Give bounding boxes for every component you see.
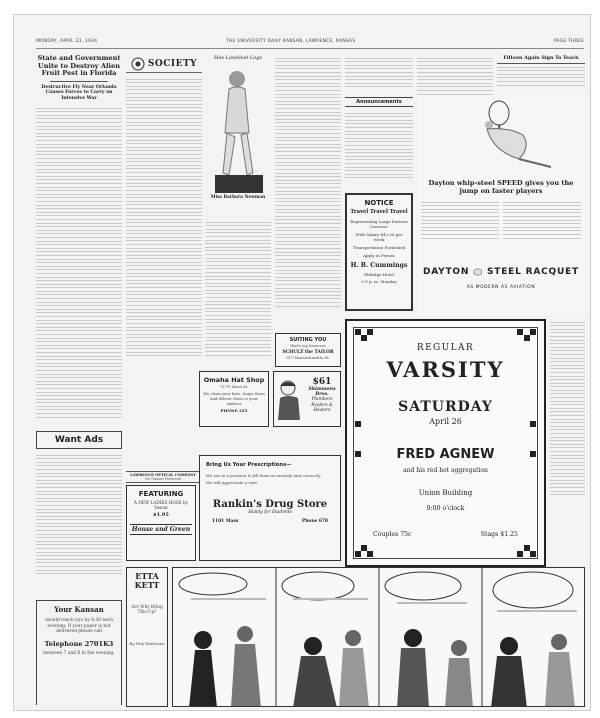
want-ads-list	[36, 452, 122, 592]
comic-title-box	[126, 567, 168, 707]
notice-title: NOTICE	[364, 199, 394, 207]
varsity-dance-ad	[345, 319, 546, 567]
comic-strip	[172, 567, 585, 707]
comic-title: ETTA KETT	[134, 571, 160, 590]
tennis-player-icon	[441, 97, 561, 177]
header-masthead: THE UNIVERSITY DAILY KANSAN, LAWRENCE, KANSAS	[226, 39, 356, 44]
want-ads-banner	[36, 431, 122, 449]
dayton-tagline: AS MODERN AS AVIATION	[466, 285, 536, 290]
notice-line1: Representing Large Eastern Concern.	[350, 219, 408, 229]
featuring-price: $1.95	[153, 512, 169, 519]
featuring-title: FEATURING	[138, 490, 184, 498]
shimmons-bros-ad	[273, 371, 341, 427]
hat-shop-phone: PHONE 255	[220, 408, 248, 413]
featuring-hose-ad	[126, 485, 196, 561]
featuring-store: House and Green	[131, 526, 191, 534]
rankin-sub2: We will appreciate a visit	[206, 480, 258, 485]
want-ads-title: Want Ads	[54, 435, 104, 445]
schulz-tailor-ad	[275, 333, 341, 367]
photo-credit: Miss Barbara Newman	[210, 195, 266, 200]
dayton-body-left	[421, 199, 499, 255]
column-1	[36, 55, 122, 705]
suiting-sub: that's my business	[290, 343, 326, 348]
notice-name: H. B. Cummings	[350, 262, 408, 269]
announcements-title: Announcements	[356, 99, 402, 105]
varsity-regular: REGULAR	[416, 343, 475, 353]
varsity-date: April 26	[429, 417, 462, 426]
plumber-figure-icon	[276, 378, 304, 422]
varsity-venue: Union Building	[418, 489, 473, 497]
fifteen-again-title: Fifteen Again Sign To Teach	[497, 55, 585, 64]
rankin-title: Rankin's Drug Store	[212, 499, 328, 510]
your-kansan-title: Your Kansan	[54, 605, 104, 614]
dayton-brand: DAYTON	[423, 267, 470, 277]
rankins-drug-store-ad	[199, 455, 341, 561]
dayton-logo	[423, 263, 579, 281]
varsity-day: SATURDAY	[398, 399, 493, 415]
column-2	[126, 55, 202, 365]
notice-subtitle: Travel Travel Travel	[350, 209, 408, 215]
optical-text: LAWRENCE OPTICAL COMPANY	[130, 473, 196, 477]
lawrence-optical-ad	[126, 471, 200, 483]
notice-time: 5-9 p. m. Monday	[361, 279, 397, 284]
your-kansan-text: should reach you by 6:30 each evening. If your paper is not delivered please call	[45, 618, 113, 635]
society-text	[126, 76, 202, 361]
rankin-sub: We are in a position to fill them accurately and correctly.	[206, 473, 322, 478]
hat-shop-address: 717½ Mass St.	[219, 384, 249, 389]
photo-caption-top: Has Loveliest Legs	[214, 55, 262, 61]
laundry-number: $61	[312, 377, 332, 387]
comic-author: By Paul Robinson	[129, 640, 165, 646]
suiting-title: SUITING YOU	[289, 337, 327, 343]
laundry-line1: Shimmons Bros.	[308, 387, 336, 397]
column-5-top-text	[345, 55, 413, 95]
laundry-line2: Plumbers	[311, 397, 333, 402]
racquet-logo-icon	[473, 263, 483, 281]
dayton-body-right	[503, 199, 581, 255]
dayton-racquet-ad	[417, 95, 585, 315]
varsity-time: 9:00 o'clock	[426, 505, 465, 512]
comic-subtitle: Are Why Bring This Up?	[131, 604, 163, 615]
notice-line2: With Salary $42.00 per week	[355, 232, 403, 242]
woman-photo-icon	[207, 63, 269, 193]
dayton-headline: Dayton whip-steel SPEED gives you the jump on faster players	[428, 179, 574, 195]
laundry-line3: Roofers & Heaters	[311, 402, 333, 412]
varsity-band: FRED AGNEW	[396, 447, 495, 462]
notice-travel-ad	[345, 193, 413, 311]
legs-photo-block	[205, 55, 271, 215]
rankin-phone: Phone 678	[301, 519, 328, 524]
society-title: SOCIETY	[147, 58, 198, 69]
featuring-text: A NEW LADIES HOSE by Vassar	[133, 500, 189, 511]
column-4-text	[275, 55, 341, 325]
header-date: MONDAY, APRIL 23, 1934	[36, 39, 98, 44]
your-kansan-hours: between 7 and 8 in the evening.	[43, 650, 115, 656]
rankin-tagline: Handy for Students	[248, 510, 292, 515]
comic-panels-icon	[173, 568, 585, 707]
announcements-header	[345, 97, 413, 107]
subhead-fruit-pest: Destructive Fly Near Orlando Causes Forces to Carry on Intensive War	[41, 84, 117, 101]
column-3-text	[205, 219, 271, 364]
dayton-brand3: RACQUET	[525, 267, 579, 277]
announcements-text	[345, 110, 413, 190]
fifteen-again-article	[497, 55, 585, 95]
your-kansan-box	[36, 600, 122, 705]
notice-hotel: Eldridge Hotel	[364, 272, 394, 277]
rankin-address: 1101 Mass	[212, 519, 239, 524]
varsity-title: VARSITY	[386, 357, 505, 382]
varsity-couples: Couples 75c	[373, 531, 412, 538]
article-text-fruit-pest	[36, 105, 122, 425]
notice-line3: Transportation Furnished	[352, 245, 406, 250]
page-header	[36, 37, 584, 49]
omaha-hat-shop-ad	[199, 371, 269, 427]
society-header	[126, 55, 202, 73]
suiting-name: SCHULZ the TAILOR	[282, 350, 334, 355]
column-7-text	[550, 319, 585, 567]
hat-shop-title: Omaha Hat Shop	[203, 376, 265, 384]
headline-fruit-pest: State and Government Unite to Destroy Alien Fruit Pest in Florida	[37, 55, 121, 78]
varsity-band-sub: and his red hot aggregation	[403, 467, 488, 474]
hat-shop-text: We clean your hats, shape them and deliver them to your address	[203, 391, 265, 406]
your-kansan-phone: Telephone 2701K3	[44, 639, 114, 648]
newspaper-page	[13, 14, 591, 711]
notice-line4: Apply in Person	[363, 253, 395, 258]
header-page-number: PAGE THREE	[553, 39, 584, 44]
optical-sub: for Glasses Perfected	[145, 477, 181, 481]
rankin-text: Bring Us Your Prescriptions—	[206, 462, 292, 468]
suiting-addr: 917 Massachusetts St.	[286, 355, 330, 360]
varsity-stags: Stags $1.25	[480, 531, 518, 538]
society-emblem-icon	[131, 57, 145, 71]
dayton-brand2: STEEL	[486, 267, 522, 277]
